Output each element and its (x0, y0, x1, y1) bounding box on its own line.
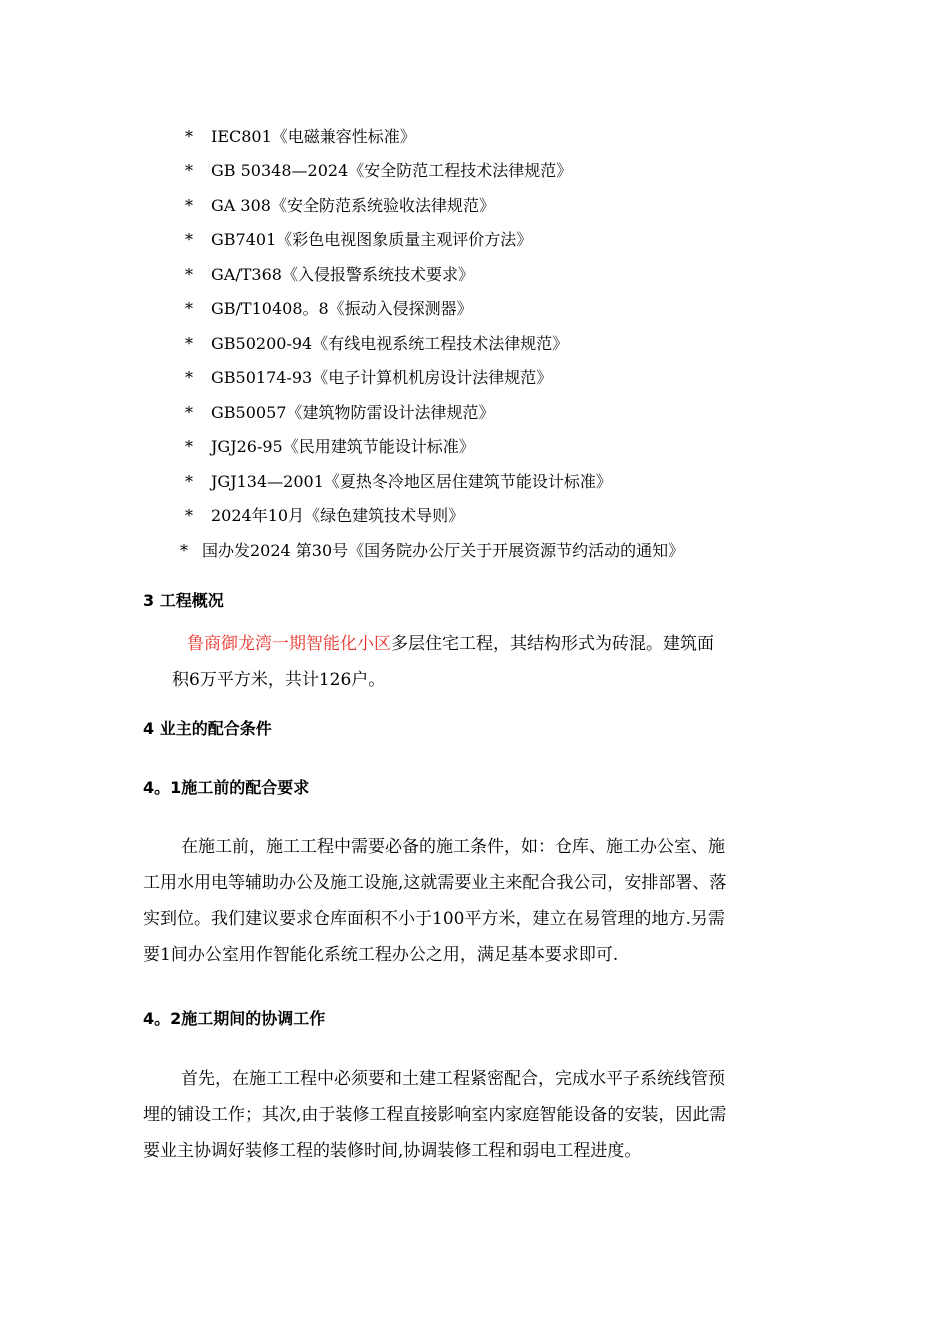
standard-item: * GB/T10408。8《振动入侵探测器》 (185, 299, 473, 318)
standard-item: * GB 50348—2024《安全防范工程技术法律规范》 (185, 161, 573, 180)
standard-item: * GA 308《安全防范系统验收法律规范》 (185, 196, 495, 215)
bullet-star: * (185, 265, 193, 284)
bullet-star: * (185, 230, 193, 249)
standard-item: * GB50174-93《电子计算机机房设计法律规范》 (185, 368, 553, 387)
standard-item: * JGJ134—2001《夏热冬冷地区居住建筑节能设计标准》 (185, 472, 612, 491)
standard-item: * GB50200-94《有线电视系统工程技术法律规范》 (185, 334, 569, 353)
section-4-1-paragraph: 在施工前，施工工程中需要必备的施工条件，如：仓库、施工办公室、施 工用水用电等辅助办公及施工设施,这就需要业主来配合我公司，安排部署、落 实到位。我们建议要求仓库面积不小于100平方米，建立在易管理的地方.另需 要1间办公室用作智能化系统工程办公之用，满足基本要求即可. (143, 837, 727, 965)
standard-item: * 2024年10月《绿色建筑技术导则》 (185, 506, 465, 525)
standard-item: * GA/T368《入侵报警系统技术要求》 (185, 265, 474, 284)
section-4-heading: 4 业主的配合条件 (143, 719, 272, 738)
standard-item: * GB50057《建筑物防雷设计法律规范》 (185, 403, 495, 422)
section-4-2-paragraph: 首先，在施工工程中必须要和土建工程紧密配合，完成水平子系统线管预 埋的铺设工作；其次,由于装修工程直接影响室内家庭智能设备的安装，因此需 要业主协调好装修工程的装修时间,协调装修工程和弱电工程进度。 (143, 1069, 727, 1161)
section-3-heading: 3 工程概况 (143, 591, 224, 610)
bullet-star: * (185, 127, 193, 146)
section-4-1-heading: 4。1施工前的配合要求 (143, 778, 310, 797)
bullet-star: * (185, 403, 193, 422)
bullet-star: * (185, 334, 193, 353)
bullet-star: * (185, 506, 193, 525)
section-3-paragraph: 鲁商御龙湾一期智能化小区多层住宅工程，其结构形式为砖混。建筑面 积6万平方米，共计126户。 (172, 634, 714, 690)
bullet-star: * (185, 437, 193, 456)
bullet-star: * (185, 196, 193, 215)
bullet-star: * (185, 161, 193, 180)
standard-item: * IEC801《电磁兼容性标准》 (185, 127, 416, 146)
section-4-2-heading: 4。2施工期间的协调工作 (143, 1009, 326, 1028)
standard-item: * GB7401《彩色电视图象质量主观评价方法》 (185, 230, 533, 249)
bullet-star: * (185, 299, 193, 318)
bullet-star: * (180, 541, 188, 560)
bullet-star: * (185, 472, 193, 491)
standard-item: * JGJ26-95《民用建筑节能设计标准》 (185, 437, 475, 456)
standard-item: * 国办发2024 第30号《国务院办公厅关于开展资源节约活动的通知》 (180, 541, 685, 560)
project-name-highlight: 鲁商御龙湾一期智能化小区 (187, 634, 391, 654)
bullet-star: * (185, 368, 193, 387)
